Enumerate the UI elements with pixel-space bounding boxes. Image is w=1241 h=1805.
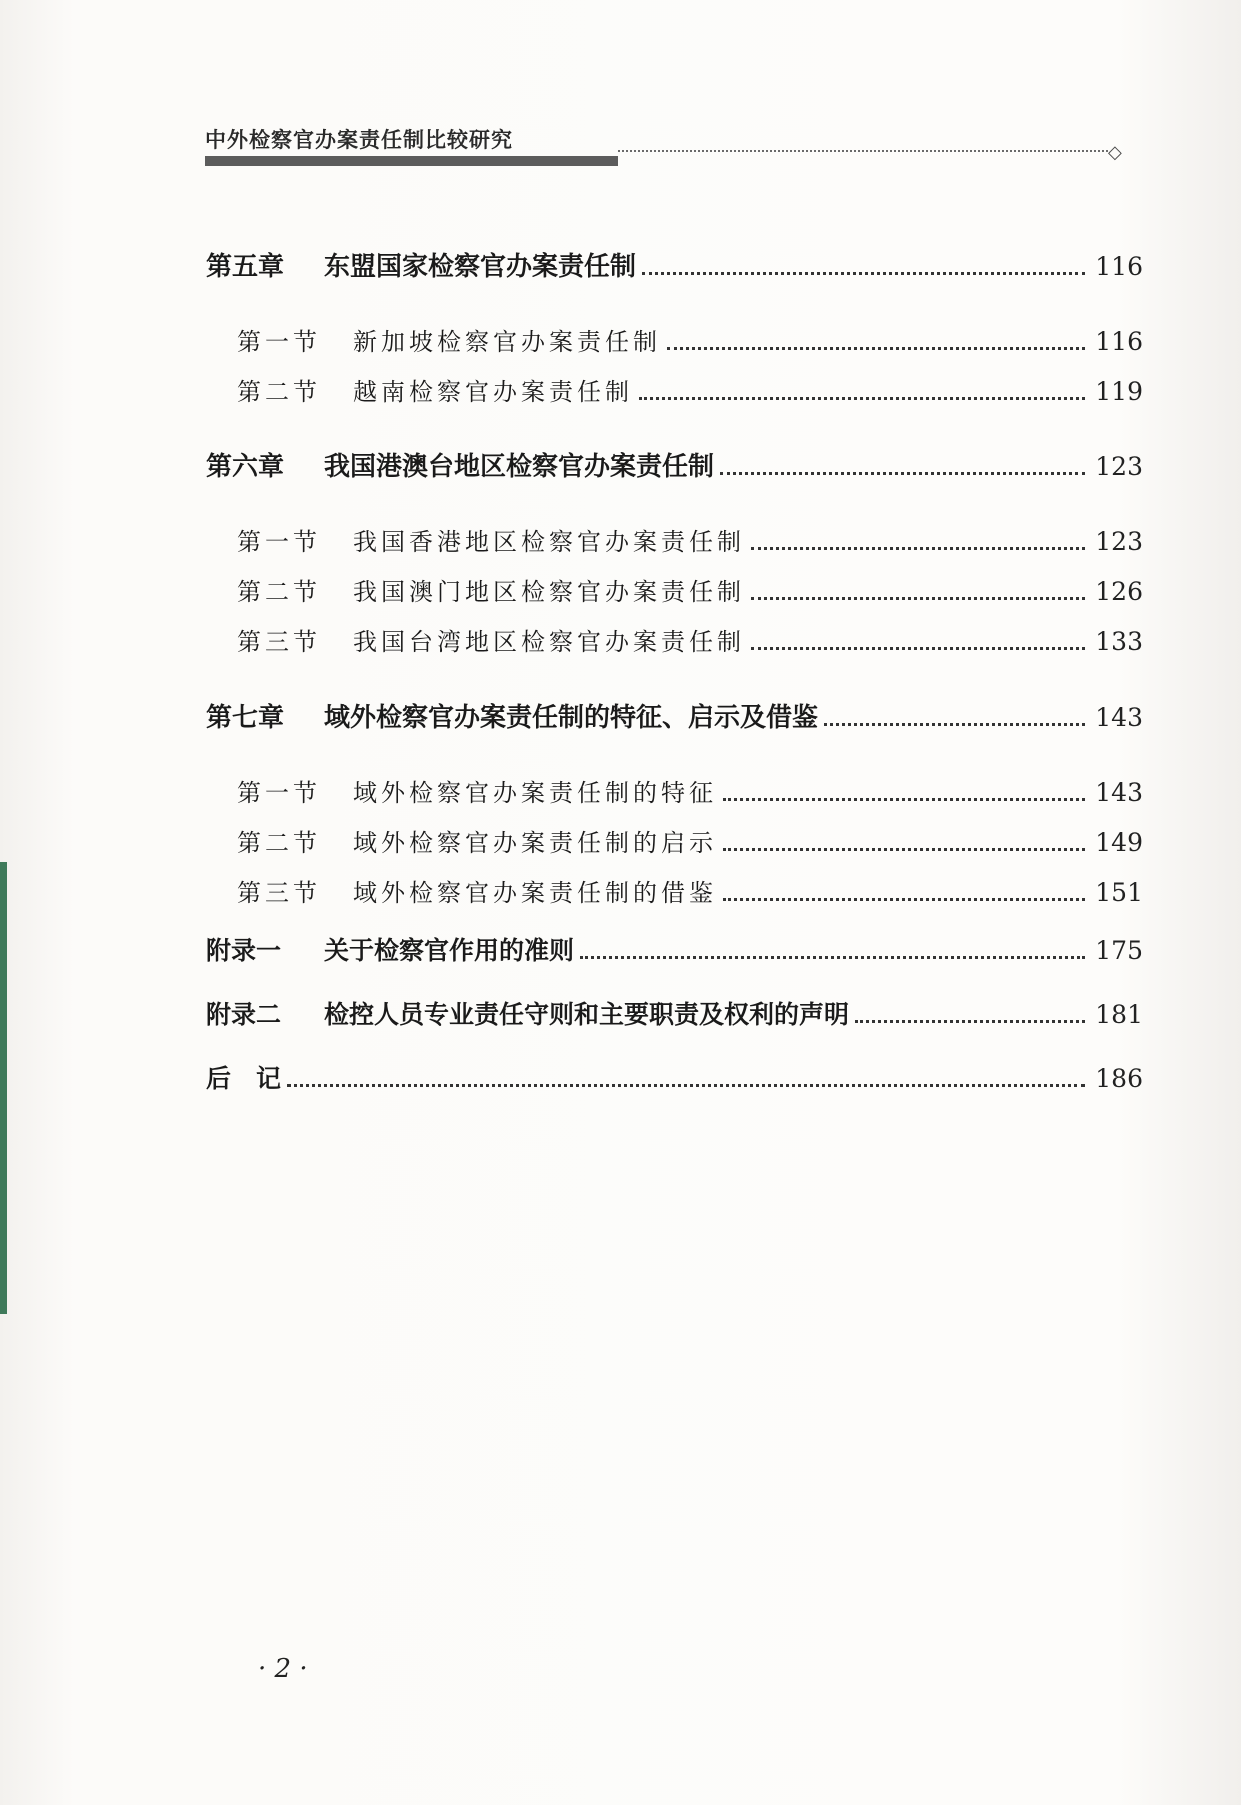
toc-title: 越南检察官办案责任制: [353, 378, 633, 406]
toc-page-number: 116: [1095, 252, 1143, 281]
toc-label: 第三节: [237, 879, 321, 907]
toc-page-number: 143: [1095, 703, 1143, 732]
dot-leader: [720, 472, 1085, 475]
dot-leader: [287, 1084, 1085, 1087]
toc-label: 第七章: [206, 703, 285, 733]
toc-chapter[interactable]: [206, 447, 1143, 487]
dot-leader: [723, 848, 1085, 851]
toc-page-number: 133: [1095, 627, 1143, 656]
toc-section[interactable]: [237, 873, 1143, 913]
toc-section[interactable]: [237, 572, 1143, 612]
toc-title: 域外检察官办案责任制的借鉴: [353, 879, 717, 907]
toc-title: 域外检察官办案责任制的特征: [353, 779, 717, 807]
toc-label: 附录二: [206, 1000, 282, 1029]
toc-title: 我国台湾地区检察官办案责任制: [353, 628, 745, 656]
toc-page-number: 143: [1095, 778, 1143, 807]
toc-title: 我国香港地区检察官办案责任制: [353, 528, 745, 556]
toc-page-number: 151: [1095, 878, 1143, 907]
toc-appendix[interactable]: [206, 995, 1143, 1035]
dot-leader: [751, 597, 1085, 600]
header-dotted-rule: [618, 150, 1108, 152]
header-rule-bar: [205, 156, 618, 166]
toc-label: 附录一: [206, 936, 282, 965]
toc-label: 后 记: [206, 1064, 282, 1093]
toc-afterword[interactable]: [206, 1059, 1143, 1099]
toc-page-number: 181: [1095, 1000, 1143, 1029]
dot-leader: [723, 898, 1085, 901]
dot-leader: [751, 547, 1085, 550]
toc-chapter[interactable]: [206, 247, 1143, 287]
toc-page-number: 126: [1095, 577, 1143, 606]
toc-label: 第一节: [237, 528, 321, 556]
toc-title: 检控人员专业责任守则和主要职责及权利的声明: [324, 1000, 850, 1029]
toc-page-number: 116: [1095, 327, 1143, 356]
toc-title: 关于检察官作用的准则: [324, 936, 575, 965]
toc-section[interactable]: [237, 522, 1143, 562]
toc-page-number: 119: [1095, 377, 1143, 406]
toc-label: 第二节: [237, 578, 321, 606]
dot-leader: [751, 647, 1085, 650]
dot-leader: [723, 798, 1085, 801]
toc-section[interactable]: [237, 823, 1143, 863]
toc-page-number: 175: [1095, 936, 1143, 965]
dot-leader: [855, 1020, 1085, 1023]
toc-title: 域外检察官办案责任制的特征、启示及借鉴: [324, 703, 819, 733]
toc-section[interactable]: [237, 322, 1143, 362]
toc-page-number: 149: [1095, 828, 1143, 857]
toc-label: 第六章: [206, 452, 285, 482]
toc-section[interactable]: [237, 622, 1143, 662]
toc-label: 第二节: [237, 378, 321, 406]
toc-appendix[interactable]: [206, 931, 1143, 971]
toc-title: 新加坡检察官办案责任制: [353, 328, 661, 356]
toc-section[interactable]: [237, 372, 1143, 412]
toc-title: 东盟国家检察官办案责任制: [324, 252, 637, 282]
running-header: [205, 118, 1135, 168]
toc-label: 第五章: [206, 252, 285, 282]
toc-label: 第二节: [237, 829, 321, 857]
dot-leader: [667, 347, 1085, 350]
toc-title: 域外检察官办案责任制的启示: [353, 829, 717, 857]
dot-leader: [580, 956, 1085, 959]
dot-leader: [824, 723, 1085, 726]
toc-label: 第三节: [237, 628, 321, 656]
toc-section[interactable]: [237, 773, 1143, 813]
toc-chapter[interactable]: [206, 698, 1143, 738]
toc-page-number: 186: [1095, 1064, 1143, 1093]
cover-edge-strip: [0, 862, 7, 1314]
diamond-icon: ◇: [1108, 142, 1122, 163]
toc-title: 我国港澳台地区检察官办案责任制: [324, 452, 715, 482]
dot-leader: [639, 397, 1085, 400]
toc-page-number: 123: [1095, 452, 1143, 481]
book-title: 中外检察官办案责任制比较研究: [205, 128, 513, 152]
page-number-folio: · 2 ·: [258, 1654, 308, 1684]
toc-label: 第一节: [237, 328, 321, 356]
toc-title: 我国澳门地区检察官办案责任制: [353, 578, 745, 606]
toc-label: 第一节: [237, 779, 321, 807]
dot-leader: [642, 272, 1085, 275]
toc-page-number: 123: [1095, 527, 1143, 556]
